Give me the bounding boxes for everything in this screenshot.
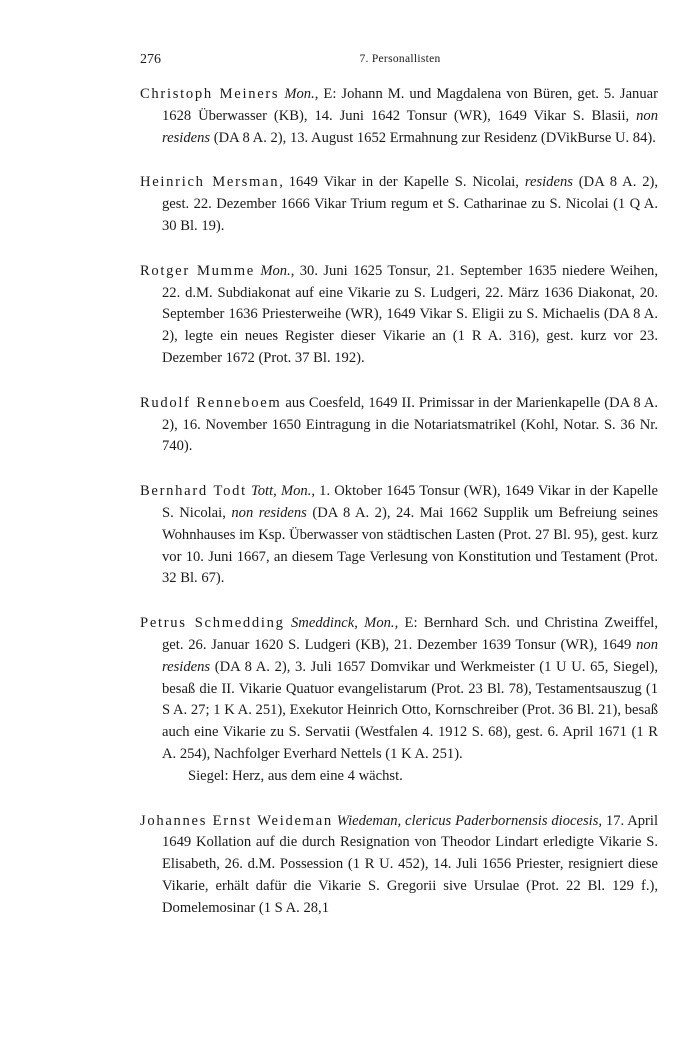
entry-italic: non residens <box>162 636 658 675</box>
entry-name: Heinrich Mersman <box>140 174 280 191</box>
entry-text: , 1649 Vikar in der Kapelle S. Nicolai, <box>279 174 525 191</box>
entry-text: 30. Juni 1625 Tonsur, 21. September 1635 niedere Weihen, 22. d.M. Subdiakonat auf eine Vikarie zu S. Ludgeri, 22. März 1636 Diakonat, 20. September 1636 Priesterweihe (WR), 1649 Vikar S. Eligii zu S. Michaelis (DA 8 A. 2), legte ein neues Register dieser Vikarie an (1 R A. 316), gest. kurz vor 23. Dezember 1672 (Prot. 37 Bl. 192). <box>162 262 658 366</box>
entry-text: (DA 8 A. 2), 24. Mai 1662 Supplik um Befreiung seines Wohnhauses im Ksp. Überwasser von städtischen Lasten (Prot. 27 Bl. 95), gest. kurz vor 10. Juni 1667, an diesem Tage Verlesung von Konstitution und Testament (Prot. 32 Bl. 67). <box>162 504 658 587</box>
entry-text: E: Bernhard Sch. und Christina Zweiffel, get. 26. Januar 1620 S. Ludgeri (KB), 21. Dezember 1639 Tonsur (WR), 1649 <box>162 615 658 653</box>
entry-name: Christoph Meiners <box>140 86 280 102</box>
entry-name: Rotger Mumme <box>140 262 255 279</box>
entry-italic: Smeddinck, Mon., <box>291 615 399 632</box>
entry-renneboem <box>140 393 658 458</box>
entry-name: Bernhard Todt <box>140 483 247 500</box>
entry-name: Rudolf Renneboem <box>140 394 282 411</box>
entry-text: (DA 8 A. 2), gest. 22. Dezember 1666 Vikar Trium regum et S. Catharinae zu S. Nicolai (1 Q A. 30 Bl. 19). <box>162 174 659 234</box>
entry-italic: non residens <box>231 504 307 521</box>
entry-mumme <box>140 261 658 370</box>
entry-italic: Mon., <box>284 86 319 102</box>
entry-meiners <box>140 84 658 149</box>
entry-list <box>140 84 658 943</box>
entry-weideman <box>140 811 658 920</box>
entry-text: E: Johann M. und Magdalena von Büren, get. 5. Januar 1628 Überwasser (KB), 14. Juni 1642 Tonsur (WR), 1649 Vikar S. Blasii, <box>162 86 658 124</box>
entry-text: (DA 8 A. 2), 13. August 1652 Ermahnung zur Residenz (DVikBurse U. 84). <box>210 129 656 146</box>
entry-mersman <box>140 172 658 237</box>
entry-italic: non residens <box>162 107 658 146</box>
entry-text: 1. Oktober 1645 Tonsur (WR), 1649 Vikar in der Kapelle S. Nicolai, <box>162 483 659 521</box>
page-number: 276 <box>140 52 161 67</box>
seal-description: Siegel: Herz, aus dem eine 4 wächst. <box>188 767 403 784</box>
entry-italic: residens <box>524 174 573 191</box>
entry-italic: Wiedeman, clericus Paderbornensis diocesis, <box>336 812 603 829</box>
entry-italic: Tott, Mon., <box>250 483 316 500</box>
entry-text: (DA 8 A. 2), 3. Juli 1657 Domvikar und Werkmeister (1 U U. 65, Siegel), besaß die II. Vikarie Quatuor evangelistarum (Prot. 23 Bl. 78), Testamentsauszug (1 S A. 27; 1 K A. 251), Exekutor Heinrich Otto, Kornschreiber (Prot. 36 Bl. 21), besaß auch eine Vikarie zu S. Servatii (Westfalen 4. 1912 S. 68), gest. 6. April 1671 (1 R A. 254), Nachfolger Everhard Nettels (1 K A. 251). <box>162 658 658 762</box>
entry-name: Petrus Schmedding <box>140 615 285 632</box>
entry-italic: Mon., <box>260 262 295 279</box>
entry-schmedding <box>140 613 658 787</box>
page-header <box>140 52 660 72</box>
entry-text: aus Coesfeld, 1649 II. Primissar in der Marienkapelle (DA 8 A. 2), 16. November 1650 Eintragung in die Notariatsmatrikel (Kohl, Notar. S. 36 Nr. 740). <box>162 394 659 455</box>
running-head: 7. Personallisten <box>359 53 441 65</box>
entry-name: Johannes Ernst Weideman <box>140 812 333 829</box>
entry-todt <box>140 481 658 590</box>
entry-text: 17. April 1649 Kollation auf die durch Resignation von Theodor Lindart erledigte Vikarie S. Elisabeth, 26. d.M. Possession (1 R U. 452), 14. Juli 1656 Priester, resigniert diese Vikarie, erhält dafür die Vikarie S. Gregorii sive Ursulae (Prot. 22 Bl. 129 f.), Domelemosinar (1 S A. 28,1 <box>162 812 658 916</box>
